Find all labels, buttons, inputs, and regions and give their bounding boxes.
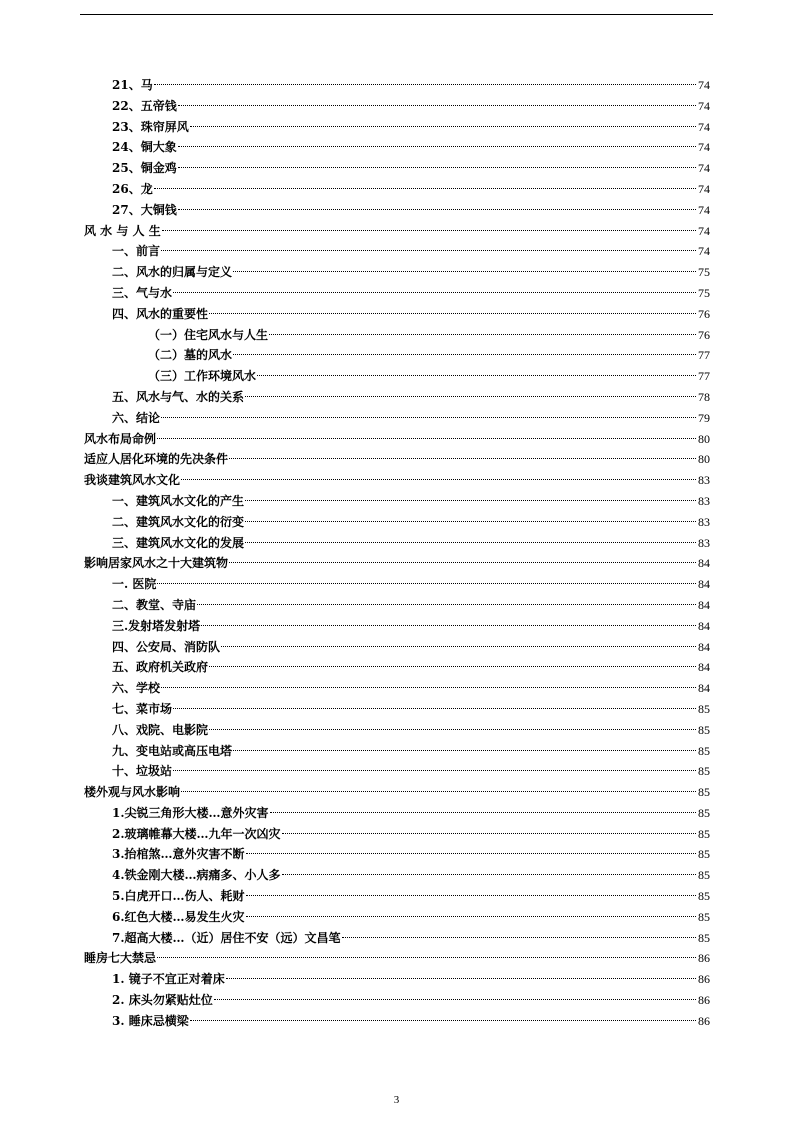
toc-entry-title: 适应人居化环境的先决条件 [84,452,229,467]
dot-leader [197,604,696,605]
toc-entry-title: 3. 睡床忌横梁 [112,1013,189,1028]
dot-leader [245,521,696,522]
toc-entry-page: 75 [698,265,710,280]
toc-entry-page: 85 [698,930,710,945]
dot-leader [233,354,696,355]
toc-entry-page: 85 [698,826,710,841]
toc-entry-title: 25、铜金鸡 [112,161,177,176]
toc-entry-page: 74 [698,78,710,92]
toc-entry-page: 85 [698,764,710,779]
header-rule [80,14,713,15]
toc-entry-title: 7.超高大楼…（近）居住不安（远）文昌笔 [112,930,341,945]
toc-entry-page: 84 [698,556,710,571]
toc-entry-title: 2.玻璃帷幕大楼…九年一次凶灾 [112,826,281,841]
toc-entry[interactable] [84,741,710,762]
dot-leader [201,625,696,626]
toc-entry[interactable] [84,533,710,554]
toc-entry-title: 一、建筑风水文化的产生 [112,493,245,508]
toc-entry-page: 85 [698,701,710,716]
toc-entry[interactable] [84,616,710,637]
toc-entry-page: 84 [698,660,710,675]
dot-leader [246,853,696,854]
toc-entry[interactable] [84,657,710,678]
dot-leader [178,209,696,210]
dot-leader [257,375,696,376]
dot-leader [181,791,696,792]
toc-entry-title: 一. 医院 [112,577,157,592]
dot-leader [161,250,696,251]
toc-entry[interactable] [84,304,710,325]
toc-entry-title: 六、结论 [112,410,161,425]
toc-entry-page: 80 [698,431,710,446]
toc-entry-page: 84 [698,639,710,654]
toc-entry-page: 83 [698,493,710,508]
toc-entry[interactable] [84,470,710,491]
toc-entry[interactable] [84,907,710,928]
toc-entry[interactable] [84,75,710,96]
toc-entry[interactable] [84,117,710,138]
dot-leader [178,105,696,106]
dot-leader [157,583,696,584]
toc-entry-title: 1. 镜子不宜正对着床 [112,972,225,987]
toc-entry[interactable] [84,990,710,1011]
dot-leader [209,729,696,730]
toc-entry-title: 五、政府机关政府 [112,660,209,675]
toc-entry-page: 74 [698,181,710,196]
toc-entry[interactable] [84,574,710,595]
toc-entry-page: 79 [698,410,710,425]
toc-entry-title: 三.发射塔发射塔 [112,618,201,633]
dot-leader [282,874,696,875]
toc-entry-page: 76 [698,306,710,321]
toc-entry-title: 四、公安局、消防队 [112,639,221,654]
dot-leader [181,479,696,480]
toc-entry[interactable] [84,553,710,574]
toc-entry[interactable] [84,96,710,117]
toc-entry-page: 85 [698,743,710,758]
dot-leader [342,937,696,938]
toc-entry-page: 83 [698,473,710,488]
toc-entry-title: 3.抬棺煞…意外灾害不断 [112,847,245,862]
toc-entry-page: 86 [698,993,710,1008]
dot-leader [157,957,696,958]
dot-leader [157,438,696,439]
toc-entry-title: 六、学校 [112,681,161,696]
dot-leader [214,999,696,1000]
toc-entry-page: 85 [698,805,710,820]
dot-leader [270,812,696,813]
toc-entry[interactable] [84,948,710,969]
toc-entry[interactable] [84,241,710,262]
toc-entry-page: 80 [698,452,710,467]
dot-leader [282,833,696,834]
toc-entry[interactable] [84,761,710,782]
toc-entry[interactable] [84,429,710,450]
toc-entry-page: 85 [698,785,710,800]
toc-entry-title: 一、前言 [112,244,161,259]
toc-entry-title: 十、垃圾站 [112,764,173,779]
toc-entry[interactable] [84,262,710,283]
dot-leader [154,188,696,189]
toc-entry-title: 我谈建筑风水文化 [84,473,181,488]
dot-leader [154,84,696,85]
toc-entry-title: 24、铜大象 [112,140,177,155]
dot-leader [190,1020,696,1021]
toc-entry[interactable] [84,1011,710,1032]
toc-entry-page: 84 [698,597,710,612]
toc-entry-page: 74 [698,161,710,176]
toc-entry-title: （三）工作环境风水 [148,369,257,384]
toc-entry-page: 85 [698,868,710,883]
toc-entry[interactable] [84,366,710,387]
toc-entry-page: 86 [698,1013,710,1028]
toc-entry[interactable] [84,865,710,886]
dot-leader [161,687,696,688]
toc-entry-title: 1.尖锐三角形大楼…意外灾害 [112,805,269,820]
toc-entry[interactable] [84,886,710,907]
dot-leader [173,292,696,293]
toc-entry-title: 二、风水的归属与定义 [112,265,233,280]
toc-entry[interactable] [84,491,710,512]
dot-leader [233,271,696,272]
toc-entry-title: 影响居家风水之十大建筑物 [84,556,229,571]
toc-entry[interactable] [84,221,710,242]
toc-entry-page: 77 [698,348,710,363]
toc-entry[interactable] [84,969,710,990]
toc-entry-title: 八、戏院、电影院 [112,722,209,737]
table-of-contents [84,75,710,1032]
toc-entry-page: 86 [698,951,710,966]
dot-leader [173,770,696,771]
toc-entry[interactable] [84,137,710,158]
toc-entry[interactable] [84,283,710,304]
dot-leader [229,458,696,459]
dot-leader [209,666,696,667]
dot-leader [246,895,696,896]
toc-entry[interactable] [84,179,710,200]
dot-leader [246,916,696,917]
toc-entry-page: 84 [698,681,710,696]
toc-entry-title: 四、风水的重要性 [112,306,209,321]
toc-entry-page: 77 [698,369,710,384]
toc-entry-title: 22、五帝钱 [112,98,177,113]
toc-entry-title: 楼外观与风水影响 [84,785,181,800]
dot-leader [245,542,696,543]
toc-entry-title: （一）住宅风水与人生 [148,327,269,342]
dot-leader [178,146,696,147]
toc-entry[interactable] [84,595,710,616]
toc-entry[interactable] [84,387,710,408]
toc-entry-page: 74 [698,98,710,113]
dot-leader [229,562,696,563]
toc-entry-title: 九、变电站或高压电塔 [112,743,233,758]
toc-entry[interactable] [84,345,710,366]
toc-entry-title: 风 水 与 人 生 [84,223,161,238]
toc-entry-page: 74 [698,244,710,259]
dot-leader [221,646,696,647]
toc-entry-page: 78 [698,389,710,404]
toc-entry[interactable] [84,782,710,803]
toc-entry[interactable] [84,699,710,720]
toc-entry-title: 27、大铜钱 [112,202,177,217]
dot-leader [162,230,696,231]
toc-entry-page: 74 [698,202,710,217]
toc-entry-title: 6.红色大楼…易发生火灾 [112,909,245,924]
dot-leader [245,500,696,501]
toc-entry[interactable] [84,325,710,346]
dot-leader [269,334,696,335]
toc-entry-page: 74 [698,119,710,134]
toc-entry-page: 85 [698,847,710,862]
toc-entry[interactable] [84,803,710,824]
toc-entry-title: 23、珠帘屏风 [112,119,189,134]
toc-entry-page: 85 [698,909,710,924]
toc-entry[interactable] [84,449,710,470]
toc-entry-title: 5.白虎开口…伤人、耗财 [112,889,245,904]
toc-entry-page: 83 [698,514,710,529]
dot-leader [173,708,696,709]
dot-leader [233,750,696,751]
toc-entry[interactable] [84,928,710,949]
toc-entry-page: 84 [698,577,710,592]
toc-entry-title: 26、龙 [112,181,153,196]
dot-leader [245,396,696,397]
page-number: 3 [393,1094,400,1106]
toc-entry[interactable] [84,824,710,845]
toc-entry-title: 睡房七大禁忌 [84,951,157,966]
toc-entry[interactable] [84,844,710,865]
toc-entry-page: 84 [698,618,710,633]
toc-entry-page: 74 [698,223,710,238]
toc-entry-title: 二、教堂、寺庙 [112,597,197,612]
dot-leader [161,417,696,418]
toc-entry-title: 七、菜市场 [112,701,173,716]
toc-entry-title: 五、风水与气、水的关系 [112,389,245,404]
toc-entry[interactable] [84,637,710,658]
toc-entry[interactable] [84,408,710,429]
toc-entry-title: 风水布局命例 [84,431,157,446]
dot-leader [226,978,696,979]
dot-leader [209,313,696,314]
toc-entry-page: 83 [698,535,710,550]
toc-entry[interactable] [84,512,710,533]
dot-leader [190,126,696,127]
toc-entry-title: 21、马 [112,78,153,92]
toc-entry[interactable] [84,200,710,221]
dot-leader [178,167,696,168]
toc-entry-title: （二）墓的风水 [148,348,233,363]
toc-entry-title: 三、建筑风水文化的发展 [112,535,245,550]
toc-entry-title: 三、气与水 [112,285,173,300]
toc-entry-page: 85 [698,889,710,904]
toc-entry[interactable] [84,678,710,699]
toc-entry[interactable] [84,158,710,179]
toc-entry-page: 75 [698,285,710,300]
toc-entry-page: 85 [698,722,710,737]
toc-entry-page: 76 [698,327,710,342]
toc-entry-title: 4.铁金刚大楼…病痛多、小人多 [112,868,281,883]
toc-entry-title: 2. 床头勿紧贴灶位 [112,993,213,1008]
toc-entry-title: 二、建筑风水文化的衍变 [112,514,245,529]
toc-entry[interactable] [84,720,710,741]
toc-entry-page: 74 [698,140,710,155]
toc-entry-page: 86 [698,972,710,987]
